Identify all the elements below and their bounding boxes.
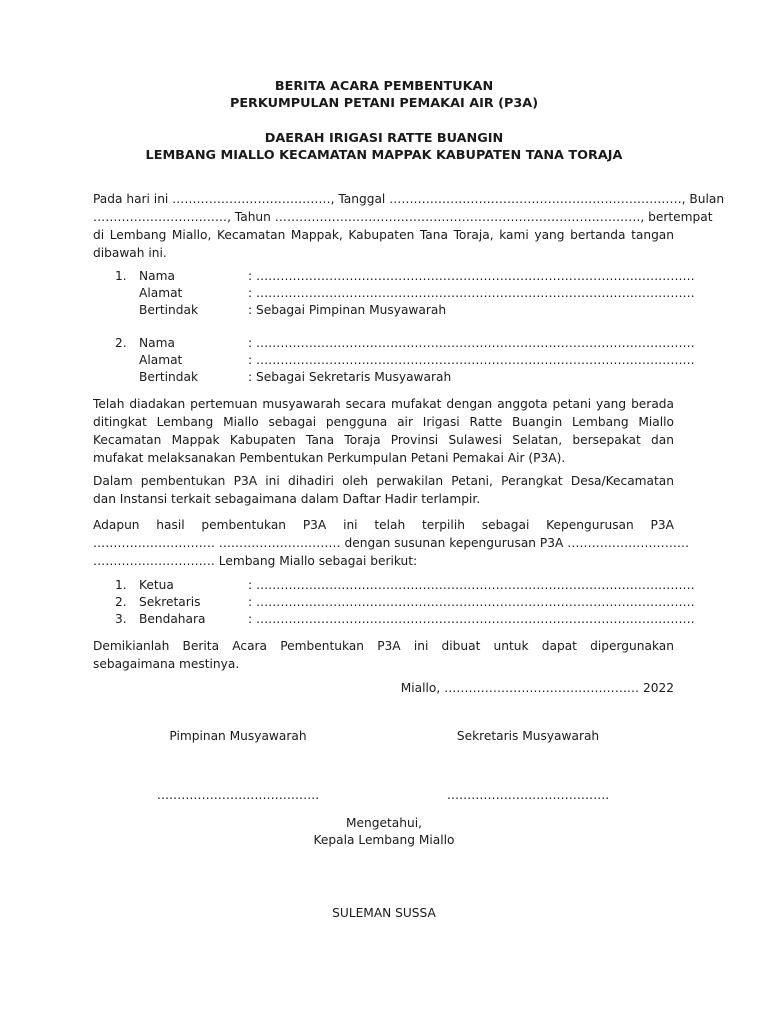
- list-number: 2.: [115, 595, 127, 609]
- address-field[interactable]: : ………………………………………………………………………………………………: [248, 286, 695, 300]
- signature-line-right: ………………………………….: [446, 788, 610, 802]
- field-label: Nama: [139, 269, 175, 283]
- role-value: : Sebagai Pimpinan Musyawarah: [248, 303, 447, 317]
- doc-subtitle-line-1: DAERAH IRIGASI RATTE BUANGIN: [264, 131, 504, 146]
- acknowledgement-label: Mengetahui,: [346, 816, 422, 830]
- list-number: 3.: [115, 612, 127, 626]
- officer-row-sekretaris: [93, 594, 695, 611]
- paragraph-line: Adapun hasil pembentukan P3A ini telah terpilih sebagai Kepengurusan P3A: [93, 518, 674, 532]
- field-label: Bendahara: [139, 612, 206, 626]
- intro-line: Pada hari ini …………………………………, Tanggal ………………………………………………………………, Bulan: [93, 192, 725, 206]
- signature-title-left: Pimpinan Musyawarah: [169, 729, 307, 743]
- officer-row-bendahara: [93, 611, 695, 628]
- result-paragraph: [93, 516, 690, 570]
- paragraph-line: ditingkat Lembang Miallo sebagai pengguna air Irigasi Ratte Buangin Lembang Miallo: [93, 415, 674, 429]
- paragraph-line: mufakat melaksanakan Pembentukan Perkumpulan Petani Pemakai Air (P3A).: [93, 451, 566, 465]
- person-2-address-row: [93, 352, 695, 369]
- intro-line: dibawah ini.: [93, 246, 167, 260]
- person-1-role-row: [93, 302, 674, 319]
- field-label: Ketua: [139, 578, 174, 592]
- attendance-paragraph: [93, 472, 674, 508]
- person-2-role-row: [93, 369, 674, 386]
- paragraph-line: Demikianlah Berita Acara Pembentukan P3A ini dibuat untuk dapat dipergunakan: [93, 639, 674, 653]
- place-date: Miallo, ………………………………………… 2022: [400, 681, 674, 695]
- field-label: Sekretaris: [139, 595, 201, 609]
- paragraph-line: ………………………… Lembang Miallo sebagai berikut:: [93, 554, 418, 568]
- field-label: Alamat: [139, 286, 183, 300]
- field-label: Bertindak: [139, 370, 199, 384]
- paragraph-line: sebagaimana mestinya.: [93, 657, 240, 671]
- closing-paragraph: [93, 637, 674, 673]
- paragraph-line: Dalam pembentukan P3A ini dihadiri oleh perwakilan Petani, Perangkat Desa/Kecamatan: [93, 474, 674, 488]
- meeting-paragraph: [93, 395, 674, 467]
- doc-title-line-2: PERKUMPULAN PETANI PEMAKAI AIR (P3A): [229, 96, 539, 111]
- signature-line-left: ………………………………….: [156, 788, 320, 802]
- doc-title-line-1: BERITA ACARA PEMBENTUKAN: [274, 79, 494, 94]
- field-label: Bertindak: [139, 303, 199, 317]
- paragraph-line: Telah diadakan pertemuan musyawarah secara mufakat dengan anggota petani yang berada: [93, 397, 674, 411]
- intro-line: di Lembang Miallo, Kecamatan Mappak, Kabupaten Tana Toraja, kami yang bertanda tangan: [93, 228, 674, 242]
- list-number: 1.: [115, 269, 127, 283]
- officer-row-ketua: [93, 577, 695, 594]
- list-number: 1.: [115, 578, 127, 592]
- paragraph-line: dan Instansi terkait sebagaimana dalam Daftar Hadir terlampir.: [93, 492, 481, 506]
- paragraph-line: ………………………… ………………………… dengan susunan kepengurusan P3A …………………………: [93, 536, 690, 550]
- bendahara-field[interactable]: : ………………………………………………………………………………………………: [248, 612, 695, 626]
- doc-subtitle-line-2: LEMBANG MIALLO KECAMATAN MAPPAK KABUPATEN TANA TORAJA: [145, 148, 623, 163]
- intro-paragraph: [93, 190, 725, 262]
- role-value: : Sebagai Sekretaris Musyawarah: [248, 370, 452, 384]
- acknowledgement-title: Kepala Lembang Miallo: [313, 833, 455, 847]
- person-1-address-row: [93, 285, 695, 302]
- name-field[interactable]: : ………………………………………………………………………………………………: [248, 269, 695, 283]
- person-1-name-row: [93, 268, 695, 285]
- field-label: Nama: [139, 336, 175, 350]
- field-label: Alamat: [139, 353, 183, 367]
- person-2-name-row: [93, 335, 695, 352]
- ketua-field[interactable]: : ………………………………………………………………………………………………: [248, 578, 695, 592]
- list-number: 2.: [115, 336, 127, 350]
- sekretaris-field[interactable]: : ………………………………………………………………………………………………: [248, 595, 695, 609]
- signature-title-right: Sekretaris Musyawarah: [456, 729, 600, 743]
- signer-name: SULEMAN SUSSA: [332, 906, 436, 920]
- name-field[interactable]: : ………………………………………………………………………………………………: [248, 336, 695, 350]
- intro-line: ……………………………, Tahun ………………………………………………………………………………, bertempat: [93, 210, 713, 224]
- paragraph-line: Kecamatan Mappak Kabupaten Tana Toraja Provinsi Sulawesi Selatan, bersepakat dan: [93, 433, 674, 447]
- address-field[interactable]: : ………………………………………………………………………………………………: [248, 353, 695, 367]
